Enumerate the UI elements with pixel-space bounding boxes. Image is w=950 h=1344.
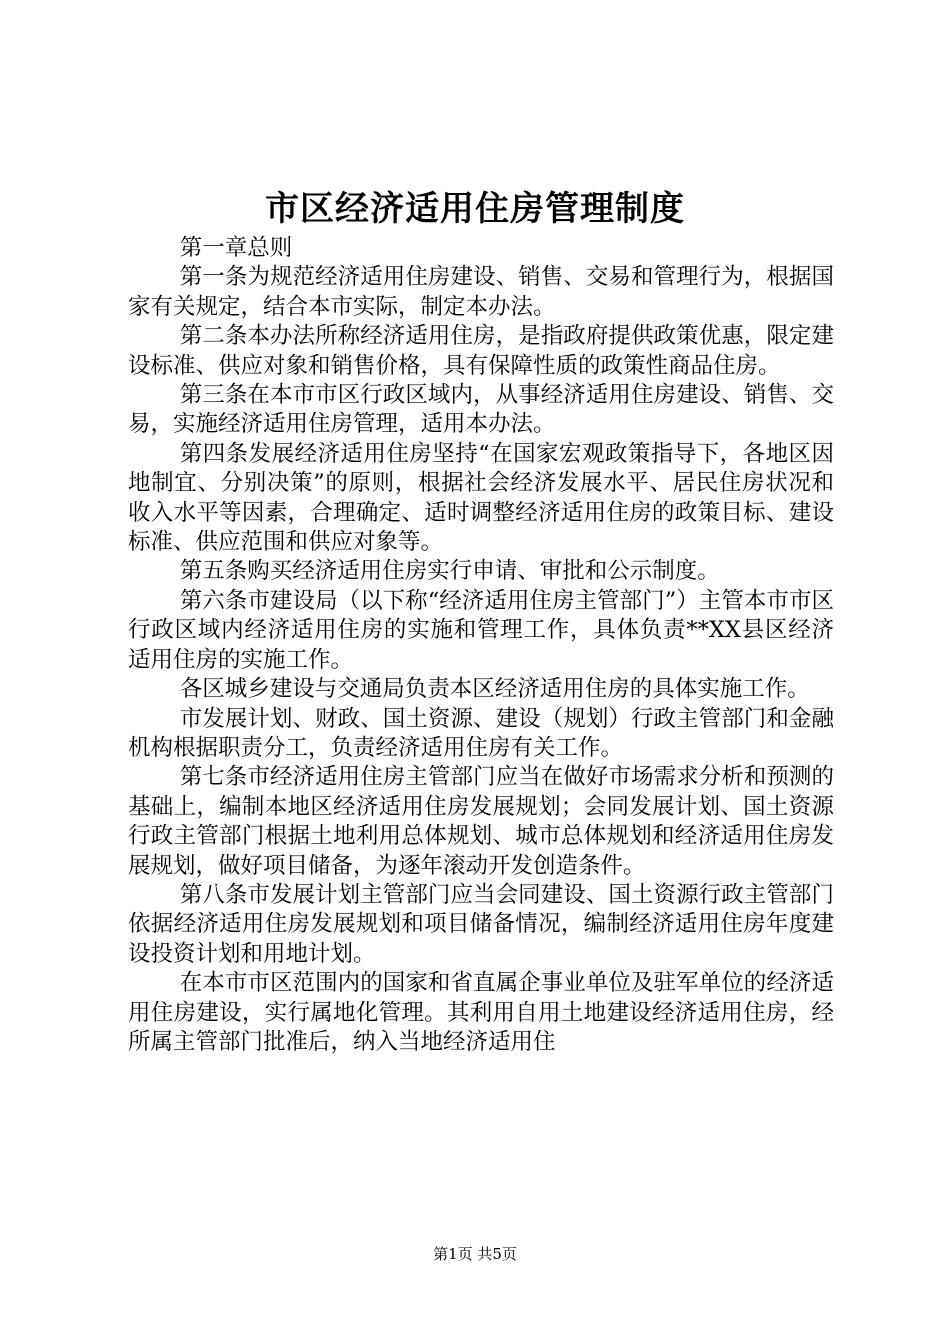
paragraph: 第三条在本市市区行政区域内，从事经济适用住房建设、销售、交易，实施经济适用住房管理，适用本办法。 <box>128 382 834 438</box>
document-body <box>128 234 834 1057</box>
paragraph: 第二条本办法所称经济适用住房，是指政府提供政策优惠，限定建设标准、供应对象和销售价格，具有保障性质的政策性商品住房。 <box>128 323 834 379</box>
document-title: 市区经济适用住房管理制度 <box>265 189 685 229</box>
paragraph: 第一条为规范经济适用住房建设、销售、交易和管理行为，根据国家有关规定，结合本市实际，制定本办法。 <box>128 264 834 320</box>
paragraph: 第五条购买经济适用住房实行申请、审批和公示制度。 <box>179 558 720 585</box>
paragraph: 第六条市建设局（以下称“经济适用住房主管部门”）主管本市市区行政区域内经济适用住房的实施和管理工作，具体负责**XX县区经济适用住房的实施工作。 <box>128 587 834 673</box>
paragraph: 第四条发展经济适用住房坚持“在国家宏观政策指导下，各地区因地制宜、分别决策”的原则，根据社会经济发展水平、居民住房状况和收入水平等因素，合理确定、适时调整经济适用住房的政策目标、建设标准、供应范围和供应对象等。 <box>128 440 834 556</box>
paragraph: 市发展计划、财政、国土资源、建设（规划）行政主管部门和金融机构根据职责分工，负责经济适用住房有关工作。 <box>128 705 834 761</box>
paragraph: 各区城乡建设与交通局负责本区经济适用住房的具体实施工作。 <box>179 676 810 703</box>
paragraph: 第八条市发展计划主管部门应当会同建设、国土资源行政主管部门依据经济适用住房发展规划和项目储备情况，编制经济适用住房年度建设投资计划和用地计划。 <box>128 881 834 967</box>
paragraph: 在本市市区范围内的国家和省直属企事业单位及驻军单位的经济适用住房建设，实行属地化管理。其利用自用土地建设经济适用住房，经所属主管部门批准后，纳入当地经济适用住 <box>128 970 834 1055</box>
page-footer: 第1页 共5页 <box>433 1245 517 1263</box>
paragraph: 第七条市经济适用住房主管部门应当在做好市场需求分析和预测的基础上，编制本地区经济适用住房发展规划；会同发展计划、国土资源行政主管部门根据土地利用总体规划、城市总体规划和经济适用住房发展规划，做好项目储备，为逐年滚动开发创造条件。 <box>128 764 834 879</box>
paragraph-chapter-heading: 第一章总则 <box>179 235 293 261</box>
